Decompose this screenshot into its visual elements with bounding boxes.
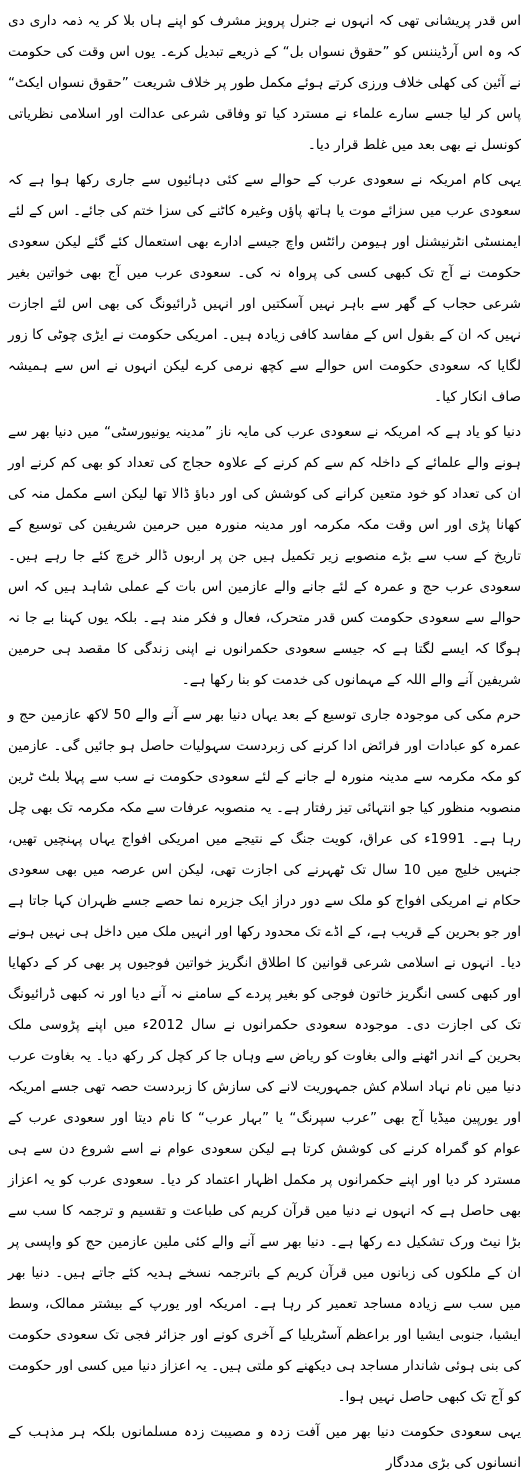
article-paragraph-2: یہی کام امریکہ نے سعودی عرب کے حوالے سے کئی دہائیوں سے جاری رکھا ہوا ہے کہ سعودی عرب میں سزائے موت یا ہاتھ پاؤں وغیرہ کاٹنے کی سزا ختم کی جائے۔ اس کے لئے ایمنسٹی انٹرنیشنل اور ہیومن رائٹس واچ جیسے ادارے بھی استعمال کئے گئے لیکن سعودی حکومت نے آج تک کبھی کسی کی پرواہ نہ کی۔ سعودی عرب میں آج بھی خواتین بغیر شرعی حجاب کے گھر سے باہر نہیں آسکتیں اور انہیں ڈرائیونگ کی بھی اس لئے اجازت نہیں کہ ان کے بقول اس کے مفاسد کافی زیادہ ہیں۔ امریکی حکومت نے ایڑی چوٹی کا زور لگایا کہ سعودی حکومت اس حوالے سے کچھ نرمی کرے لیکن انہوں نے اس سے ہمیشہ صاف انکار کیا۔ [8,172,521,405]
article-paragraph-5: یہی سعودی حکومت دنیا بھر میں آفت زدہ و مصیبت زدہ مسلمانوں بلکہ ہر مذہب کے انسانوں کی بڑی مددگار [8,1424,521,1471]
article-paragraph-3: دنیا کو یاد ہے کہ امریکہ نے سعودی عرب کی مایہ ناز ”مدینہ یونیورسٹی“ میں دنیا بھر سے ہونے والے علمائے کے داخلہ کم سے کم کرنے کے علاوہ حجاج کی تعداد کو بھی کم کرنے اور ان کی تعداد کو خود متعین کرانے کی کوشش کی اور دباؤ ڈالا تھا لیکن اسے مکمل منہ کی کھانا پڑی اور اس وقت مکہ مکرمہ اور مدینہ منورہ میں حرمین شریفین کی توسیع کے تاریخ کے سب سے بڑے منصوبے زیر تکمیل ہیں جن پر اربوں ڈالر خرچ کئے جا رہے ہیں۔ سعودی عرب حج و عمرہ کے لئے جانے والے عازمین اس بات کے عملی شاہد ہیں کہ اس حوالے سے سعودی حکومت کس قدر متحرک، فعال و فکر مند ہے۔ بلکہ یوں کہنا بے جا نہ ہوگا کہ ایسے لگتا ہے کہ جیسے سعودی حکمرانوں نے اپنی زندگی کا مقصد ہی حرمین شریفین آنے والے اللہ کے مہمانوں کی خدمت کو بنا رکھا ہے۔ [8,424,521,688]
article-paragraph-4: حرم مکی کی موجودہ جاری توسیع کے بعد یہاں دنیا بھر سے آنے والے 50 لاکھ عازمین حج و عمرہ کو عبادات اور فرائض ادا کرنے کی زبردست سہولیات حاصل ہو جائیں گی۔ عازمین کو مکہ مکرمہ سے مدینہ منورہ لے جانے کے لئے سعودی حکومت نے سب سے پہلا بلٹ ٹرین منصوبہ منظور کیا جو انتہائی تیز رفتار ہے۔ یہ منصوبہ عرفات سے مکہ مکرمہ تک بھی چل رہا ہے۔ 1991ء کی عراق، کویت جنگ کے نتیجے میں امریکی افواج یہاں پہنچیں تھیں، جنہیں خلیج میں 10 سال تک ٹھہرنے کی اجازت تھی، لیکن اس عرصہ میں بھی سعودی حکام نے امریکی افواج کو ملک سے دور دراز ایک جزیرہ نما حصے جسے ظہران کہا جاتا ہے اور جو بحرین کے قریب ہے، کے اڈے تک محدود رکھا اور انہیں ملک میں داخل ہی نہیں ہونے دیا۔ انہوں نے اسلامی شرعی قوانین کا اطلاق انگریز خواتین فوجیوں پر بھی کر کے دکھایا اور کبھی کسی انگریز خاتون فوجی کو بغیر پردے کے سامنے نہ آنے دیا اور نہ کبھی ڈرائیونگ تک کی اجازت دی۔ موجودہ سعودی حکمرانوں نے سال 2012ء میں اپنے پڑوسی ملک بحرین کے اندر اٹھنے والی بغاوت کو ریاض سے وہاں جا کر کچل کر رکھ دیا۔ یہ بغاوت عرب دنیا میں نام نہاد اسلام کش جمہوریت لانے کی سازش کا زبردست حصہ تھی جسے امریکہ اور یورپین میڈیا آج بھی ”عرب سپرنگ“ یا ”بہار عرب“ کا نام دیتا اور سعودی عرب کے عوام کو گمراہ کرنے کی کوشش کرتا ہے لیکن سعودی عوام نے اسے شروع دن سے ہی مسترد کر دیا اور اپنے حکمرانوں پر مکمل اظہار اعتماد کر دیا۔ سعودی عرب کو یہ اعزاز بھی حاصل ہے کہ انہوں نے دنیا میں قرآن کریم کی طباعت و تقسیم و ترجمہ کا سب سے بڑا نیٹ ورک تشکیل دے رکھا ہے۔ دنیا بھر سے آنے والے کئی ملین عازمین حج کو واپسی پر ان کے ملکوں کی زبانوں میں قرآن کریم کے باترجمہ نسخے ہدیہ کئے جاتے ہیں۔ دنیا بھر میں سب سے زیادہ مساجد تعمیر کر رہا ہے۔ امریکہ اور یورپ کے بیشتر ممالک، وسط ایشیا، جنوبی ایشیا اور براعظم آسٹریلیا کے آخری کونے اور جزائر فجی تک سعودی حکومت کی بنی ہوئی شاندار مساجد ہی دیکھنے کو ملتی ہیں۔ یہ اعزاز دنیا میں کسی اور حکومت کو آج تک کبھی حاصل نہیں ہوا۔ [8,707,521,1405]
article-paragraph-1: اس قدر پریشانی تھی کہ انہوں نے جنرل پرویز مشرف کو اپنے ہاں بلا کر یہ ذمہ داری دی کہ وہ اس آرڈیننس کو ”حقوق نسواں بل“ کے ذریعے تبدیل کرے۔ یوں اس وقت کی حکومت نے آئین کی کھلی خلاف ورزی کرتے ہوئے مکمل طور پر خلاف شریعت ”حقوق نسواں ایکٹ“ پاس کر لیا جسے سارے علماء نے مسترد کیا تو وفاقی شرعی عدالت اور اسلامی نظریاتی کونسل نے بھی بعد میں غلط قرار دیا۔ [8,13,521,153]
